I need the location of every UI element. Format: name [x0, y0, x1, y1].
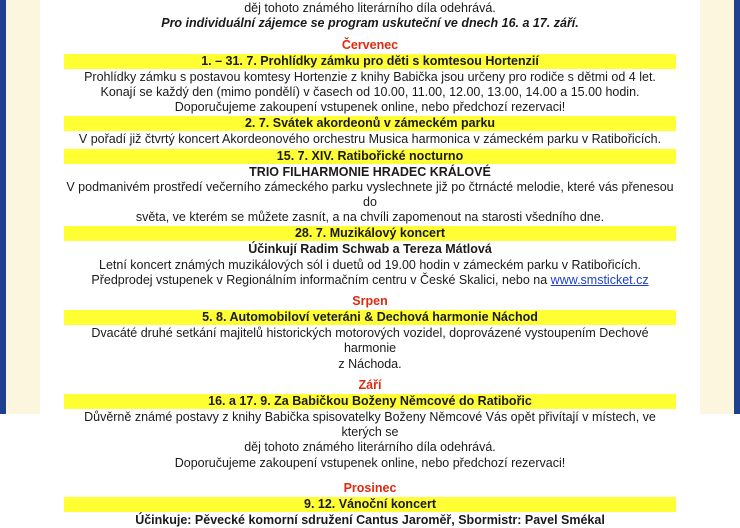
event-text: Doporučujeme zakoupení vstupenek online, nebo předchozí rezervaci!	[174, 100, 566, 115]
event-title-veterani: 5. 8. Automobiloví veteráni & Dechová harmonie Náchod	[64, 310, 676, 325]
right-border-blue	[734, 0, 740, 414]
month-heading-september: Září	[358, 377, 382, 392]
month-heading-december: Prosinec	[343, 480, 397, 495]
event-text: Letní koncert známých muzikálových sól i duetů od 19.00 hodin v zámeckém parku v Ratibořicích.	[99, 257, 641, 272]
event-text: Prohlídky zámku s postavou komtesy Hortenzie z knihy Babička jsou určeny pro rodiče s dětmi od 4 let.	[84, 69, 656, 84]
event-title-nocturno: 15. 7. XIV. Ratibořické nocturno	[64, 149, 676, 164]
event-text: V podmanivém prostředí večerního zámeckého parku vyslechnete již po čtrnácté melodie, které vás přenesou do	[66, 179, 674, 210]
event-text: světa, ve kterém se můžete zasnít, a na chvíli zapomenout na starosti všedního dne.	[135, 210, 605, 225]
event-title-akordeon: 2. 7. Svátek akordeonů v zámeckém parku	[64, 116, 676, 131]
smsticket-link[interactable]: www.smsticket.cz	[550, 272, 649, 287]
event-title-babicka: 16. a 17. 9. Za Babičkou Boženy Němcové do Ratibořic	[64, 394, 676, 409]
intro-line-b: děj tohoto známého literárního díla odehrává.	[244, 1, 496, 16]
event-text: z Náchoda.	[338, 356, 402, 371]
event-text: Konají se každý den (mimo pondělí) v časech od 10.00, 11.00, 12.00, 13.00, 14.00 a 15.00 hodin.	[100, 85, 640, 100]
right-border-cream	[700, 0, 734, 414]
event-text: V pořadí již čtvrtý koncert Akordeonového orchestru Musica harmonica v zámeckém parku v Ratibořicích.	[78, 132, 662, 147]
presale-text: Předprodej vstupenek v Regionálním informačním centru v České Skalici, nebo na	[91, 272, 548, 287]
month-heading-july: Červenec	[341, 37, 399, 52]
event-text: Dvacáté druhé setkání majitelů historických motorových vozidel, doprovázené vystoupením Dechové harmonie	[91, 326, 649, 356]
document-body	[64, 0, 676, 528]
event-text: děj tohoto známého literárního díla odehrává.	[244, 440, 496, 455]
event-text: Důvěrně známé postavy z knihy Babička spisovatelky Boženy Němcové Vás opět přivítají v místech, ve kterých se	[84, 410, 656, 440]
event-subtitle: Účinkují Radim Schwab a Tereza Mátlová	[248, 242, 492, 257]
left-border-cream	[6, 0, 40, 414]
month-heading-august: Srpen	[352, 294, 388, 309]
event-subtitle: TRIO FILHARMONIE HRADEC KRÁLOVÉ	[249, 164, 491, 179]
event-subtitle: Účinkuje: Pěvecké komorní sdružení Cantus Jaroměř, Sbormistr: Pavel Smékal	[135, 513, 605, 528]
event-title-muzikal: 28. 7. Muzikálový koncert	[64, 226, 676, 241]
event-text: Doporučujeme zakoupení vstupenek online, nebo předchozí rezervaci!	[174, 455, 566, 470]
event-title-vanocni: 9. 12. Vánoční koncert	[64, 497, 676, 512]
event-presale-line	[64, 273, 676, 288]
intro-note: Pro individuální zájemce se program uskuteční ve dnech 16. a 17. září.	[161, 16, 579, 31]
event-title-hortenzie: 1. – 31. 7. Prohlídky zámku pro děti s komtesou Hortenzií	[64, 54, 676, 69]
